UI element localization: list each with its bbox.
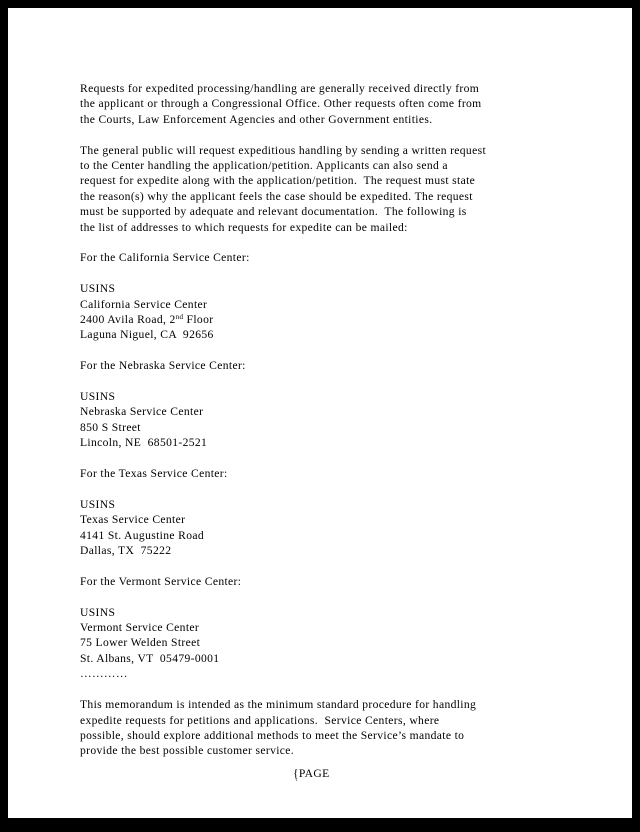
address-street: 850 S Street	[80, 420, 141, 434]
ellipsis-separator: …………	[80, 667, 128, 681]
text-line: the applicant or through a Congressional Office. Other requests often come from	[80, 97, 482, 111]
address-agency: USINS	[80, 605, 116, 619]
paragraph-intro	[80, 81, 570, 127]
text-line: The general public will request expeditious handling by sending a written request	[80, 143, 487, 157]
texas-heading	[80, 466, 570, 481]
street-text: 2400 Avila Road, 2	[80, 313, 176, 327]
text-line: request for expedite along with the application/petition. The request must state	[80, 174, 476, 188]
address-city: Laguna Niguel, CA 92656	[80, 328, 214, 342]
address-street: 4141 St. Augustine Road	[80, 528, 204, 542]
california-address	[80, 281, 570, 343]
text-line: to the Center handling the application/petition. Applicants can also send a	[80, 159, 448, 173]
address-agency: USINS	[80, 390, 116, 404]
text-line: possible, should explore additional methods to meet the Service’s mandate to	[80, 728, 465, 742]
text-line: the Courts, Law Enforcement Agencies and other Government entities.	[80, 112, 433, 126]
section-heading: For the Vermont Service Center:	[80, 574, 242, 588]
street-text-rest: Floor	[183, 313, 214, 327]
text-line: provide the best possible customer service.	[80, 744, 295, 758]
text-line: the reason(s) why the applicant feels the case should be expedited. The request	[80, 189, 473, 203]
nebraska-heading	[80, 358, 570, 373]
section-heading: For the Nebraska Service Center:	[80, 359, 246, 373]
texas-address	[80, 497, 570, 559]
address-center: Texas Service Center	[80, 513, 186, 527]
address-city: St. Albans, VT 05479-0001	[80, 651, 220, 665]
vermont-heading	[80, 574, 570, 589]
document-body	[80, 81, 570, 774]
text-line: the list of addresses to which requests for expedite can be mailed:	[80, 220, 408, 234]
section-heading: For the Texas Service Center:	[80, 467, 228, 481]
ordinal-suffix: nd	[175, 313, 184, 322]
vermont-address	[80, 605, 570, 682]
address-city: Lincoln, NE 68501-2521	[80, 436, 208, 450]
nebraska-address	[80, 389, 570, 451]
footer-mark: `	[295, 778, 299, 788]
section-heading: For the California Service Center:	[80, 251, 250, 265]
text-line: Requests for expedited processing/handling are generally received directly from	[80, 82, 480, 95]
address-agency: USINS	[80, 282, 116, 296]
address-city: Dallas, TX 75222	[80, 544, 172, 558]
address-center: Nebraska Service Center	[80, 405, 204, 419]
document-page	[8, 8, 632, 818]
address-center: Vermont Service Center	[80, 621, 200, 635]
address-center: California Service Center	[80, 297, 208, 311]
california-heading	[80, 250, 570, 265]
page-footer	[293, 767, 330, 786]
address-agency: USINS	[80, 497, 116, 511]
address-street	[80, 312, 570, 327]
paragraph-public-requests	[80, 143, 570, 235]
text-line: must be supported by adequate and relevant documentation. The following is	[80, 205, 467, 219]
text-line: This memorandum is intended as the minimum standard procedure for handling	[80, 698, 477, 712]
text-line: expedite requests for petitions and applications. Service Centers, where	[80, 713, 440, 727]
address-street: 75 Lower Welden Street	[80, 636, 201, 650]
page-number-field: {PAGE	[293, 767, 330, 780]
paragraph-conclusion	[80, 697, 570, 759]
